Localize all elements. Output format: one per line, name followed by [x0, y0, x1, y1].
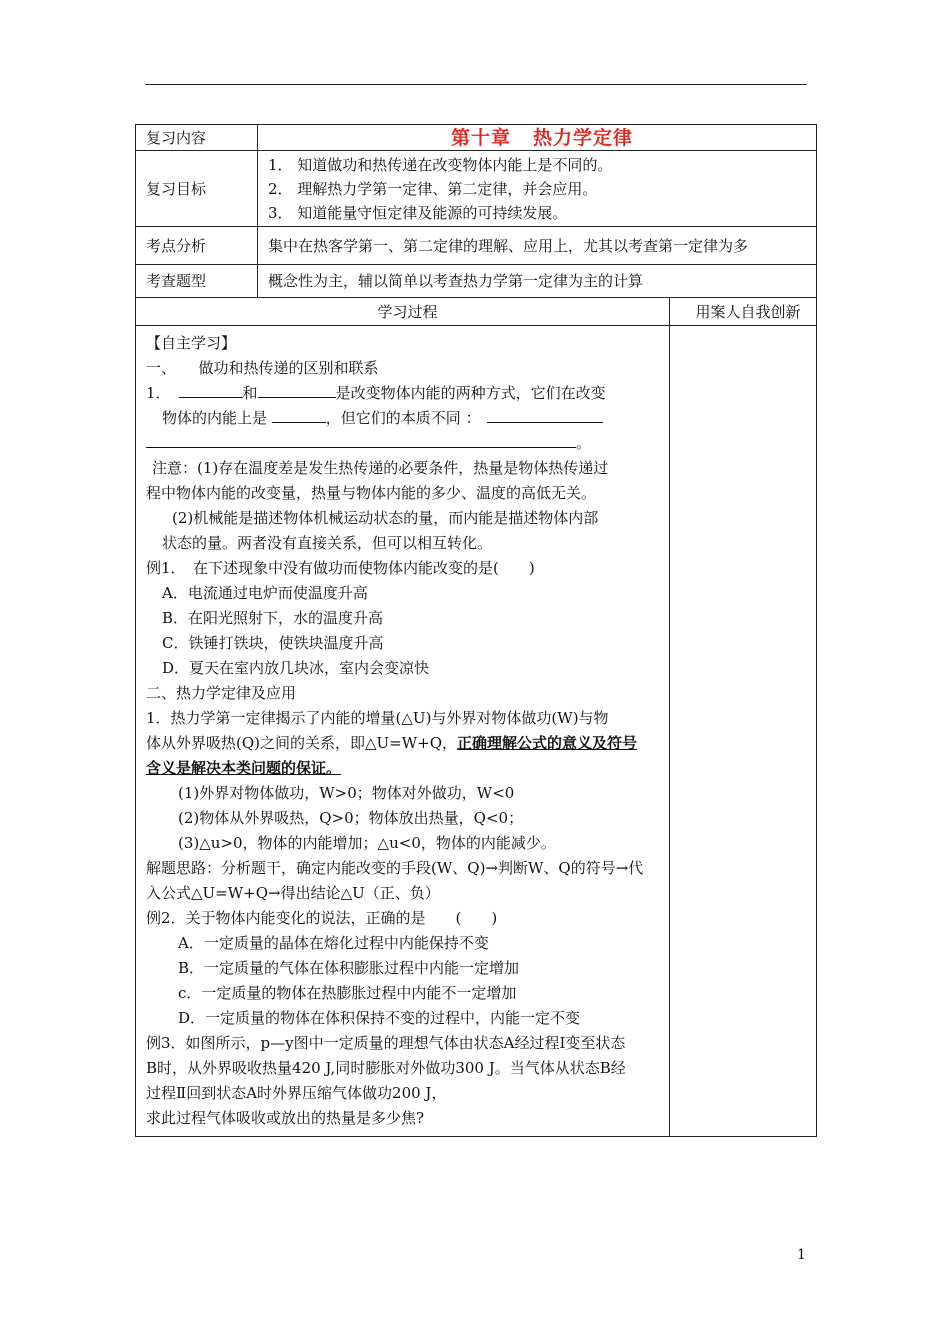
page-number: 1 [797, 1247, 806, 1263]
example-question: 求此过程气体吸收或放出的热量是多少焦? [146, 1109, 425, 1127]
review-content-label: 复习内容 [136, 125, 258, 151]
review-goals [258, 151, 817, 227]
sign-rule: (2)物体从外界吸热，Q>0；物体放出热量，Q<0； [178, 809, 524, 827]
law-text: 1．热力学第一定律揭示了内能的增量(△U)与外界对物体做功(W)与物 [146, 709, 609, 727]
question-types: 概念性为主，辅以简单以考查热力学第一定律为主的计算 [258, 265, 817, 298]
example-option: B．在阳光照射下，水的温度升高 [162, 609, 384, 627]
note-text: 程中物体内能的改变量，热量与物体内能的多少、温度的高低无关。 [146, 484, 597, 502]
answer-blank[interactable] [258, 381, 336, 398]
answer-blank[interactable] [487, 406, 603, 423]
section-title: 二、热力学定律及应用 [146, 684, 297, 702]
example-question: 过程Ⅱ回到状态A时外界压缩气体做功200 J， [146, 1084, 447, 1102]
section-title: 一、 做功和热传递的区别和联系 [146, 359, 379, 377]
example-option: c．一定质量的物体在热膨胀过程中内能不一定增加 [178, 984, 517, 1002]
goal-item: 1． 知道做功和热传递在改变物体内能上是不同的。 [268, 155, 613, 174]
example-option: D．一定质量的物体在体积保持不变的过程中，内能一定不变 [178, 1009, 581, 1027]
exam-points-label: 考点分析 [136, 227, 258, 265]
example-option: A．电流通过电炉而使温度升高 [162, 584, 368, 602]
answer-blank[interactable] [272, 406, 326, 423]
question-1-continued: 物体的内能上是 ，但它们的本质不同 ： [146, 406, 669, 431]
sign-rule: (3)△u>0，物体的内能增加；△u<0，物体的内能减少。 [178, 834, 556, 852]
chapter-title [258, 125, 817, 151]
sign-rule: (1)外界对物体做功，W>0；物体对外做功，W<0 [178, 784, 515, 802]
example-question: B时，从外界吸收热量420 J,同时膨胀对外做功300 J。当气体从状态B经 [146, 1059, 626, 1077]
question-1-end: 。 [146, 431, 669, 456]
example-question: 例1． 在下述现象中没有做功而使物体内能改变的是( ) [146, 559, 535, 577]
law-text [146, 756, 669, 781]
law-text: 体从外界吸热(Q)之间的关系，即△U=W+Q，正确理解公式的意义及符号 [146, 734, 638, 752]
note-text: 状态的量。两者没有直接关系，但可以相互转化。 [162, 534, 493, 552]
study-process-header: 学习过程 [136, 298, 670, 326]
example-option: D．夏天在室内放几块冰，室内会变凉快 [162, 659, 430, 677]
emphasis-text: 正确理解公式的意义及符号 [457, 734, 638, 752]
emphasis-text: 含义是解决本类问题的保证。 [146, 759, 342, 777]
question-types-label: 考查题型 [136, 265, 258, 298]
goal-item: 2． 理解热力学第一定律、第二定律，并会应用。 [268, 179, 598, 198]
example-option: C．铁锤打铁块，使铁块温度升高 [162, 634, 384, 652]
example-question: 例2．关于物体内能变化的说法，正确的是 ( ) [146, 909, 498, 927]
example-question: 例3．如图所示，p—y图中一定质量的理想气体由状态A经过程Ⅰ变至状态 [146, 1034, 626, 1052]
answer-blank[interactable] [179, 381, 243, 398]
example-option: B．一定质量的气体在体积膨胀过程中内能一定增加 [178, 959, 520, 977]
chapter-name: 热力学定律 [533, 126, 634, 149]
self-innovation-column [670, 326, 817, 1137]
section-heading: 【自主学习】 [146, 334, 237, 352]
note-text: 注意：(1)存在温度差是发生热传递的必要条件，热量是物体热传递过 [152, 459, 609, 477]
question-1: 1． 和 是改变物体内能的两种方式，它们在改变 [146, 381, 669, 406]
header-rule [145, 84, 807, 85]
note-text: (2)机械能是描述物体机械运动状态的量，而内能是描述物体内部 [172, 509, 599, 527]
self-innovation-header: 用案人自我创新 [670, 298, 817, 326]
study-process [136, 326, 670, 1137]
solving-idea: 解题思路：分析题干，确定内能改变的手段(W、Q)→判断W、Q的符号→代 [146, 859, 644, 877]
example-option: A．一定质量的晶体在熔化过程中内能保持不变 [178, 934, 489, 952]
chapter-number: 第十章 [450, 126, 511, 149]
review-table [135, 124, 817, 1137]
solving-idea: 入公式△U=W+Q→得出结论△U（正、负） [146, 884, 440, 902]
answer-blank[interactable] [146, 431, 576, 448]
exam-points: 集中在热客学第一、第二定律的理解、应用上，尤其以考查第一定律为多 [258, 227, 817, 265]
goal-item: 3． 知道能量守恒定律及能源的可持续发展。 [268, 203, 568, 222]
review-goals-label: 复习目标 [136, 151, 258, 227]
